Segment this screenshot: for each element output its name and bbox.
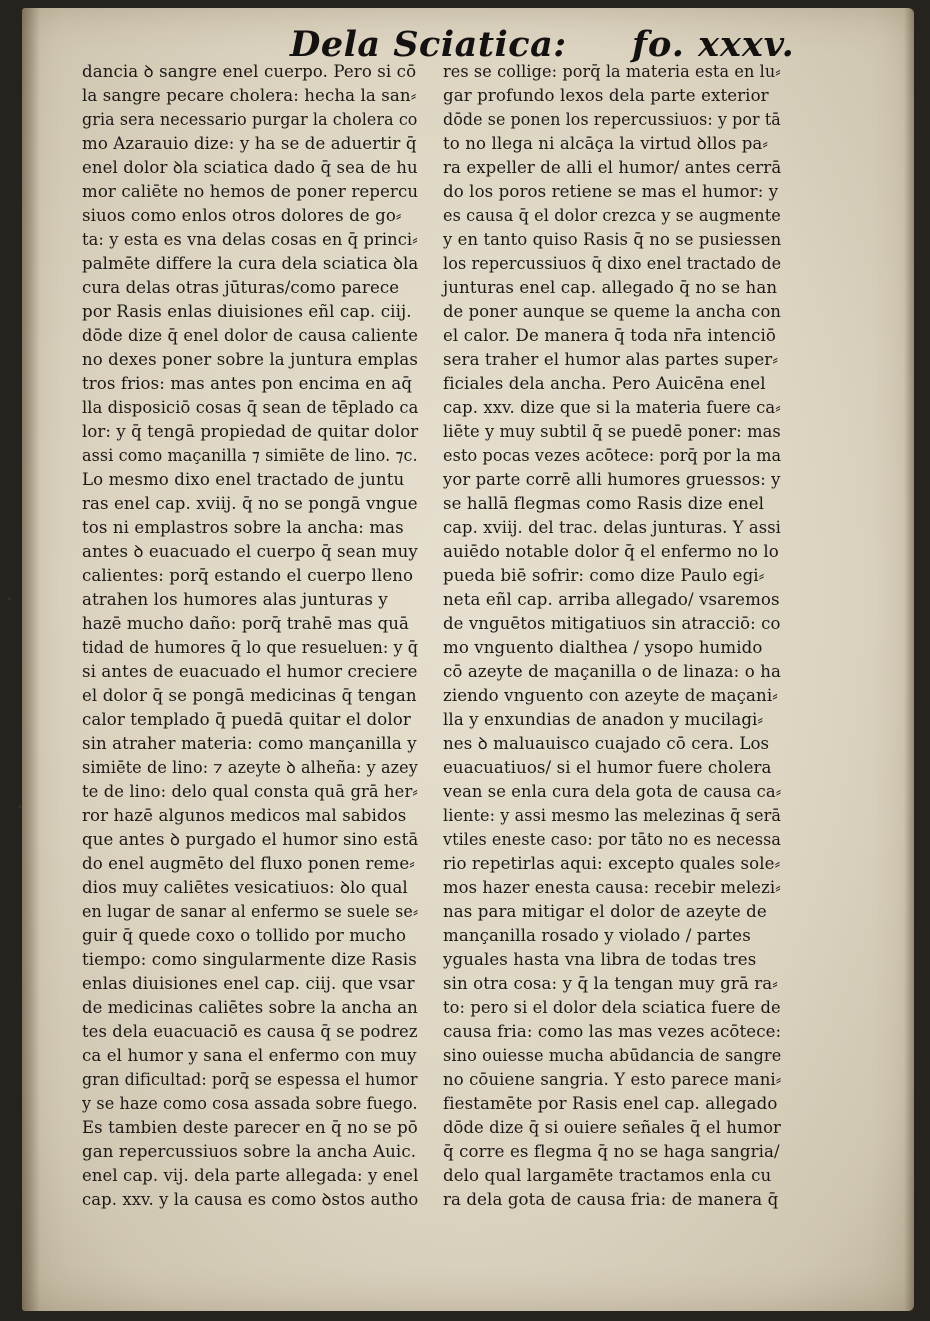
margin-mark: ᵉ — [8, 596, 12, 606]
text-line: lla y enxundias de anadon y mucilagi⸗ — [443, 710, 764, 729]
text-line: mo vnguento dialthea / ysopo humido — [443, 638, 763, 657]
page-edge-shadow — [904, 8, 914, 1311]
text-line: to no llega ni alcāça la virtud ꝺllos pa⸗ — [443, 134, 769, 153]
text-line: pueda biē sofrir: como dize Paulo egi⸗ — [443, 566, 765, 585]
text-line: liente: y assi mesmo las melezinas q̄ serā — [443, 806, 782, 825]
text-line: guir q̄ quede coxo o tollido por mucho — [82, 926, 407, 945]
text-line: ror hazē algunos medicos mal sabidos — [82, 806, 407, 825]
text-line: euacuatiuos/ si el humor fuere cholera — [443, 758, 772, 777]
text-line: ta: y esta es vna delas cosas en q̄ princi⸗ — [82, 230, 418, 249]
text-line: la sangre pecare cholera: hecha la san⸗ — [82, 86, 417, 105]
text-line: tiempo: como singularmente dize Rasis — [82, 950, 417, 969]
text-line: de medicinas caliētes sobre la ancha an — [82, 998, 418, 1017]
text-line: auiēdo notable dolor q̄ el enfermo no lo — [443, 542, 779, 561]
text-line: yguales hasta vna libra de todas tres — [443, 950, 757, 969]
text-line: calientes: porq̄ estando el cuerpo lleno — [82, 566, 414, 585]
text-line: lor: y q̄ tengā propiedad de quitar dolor — [82, 422, 419, 441]
text-line: enel dolor ꝺla sciatica dado q̄ sea de hu — [82, 158, 418, 177]
text-line: liēte y muy subtil q̄ se puedē poner: mas — [443, 422, 781, 441]
text-line: por Rasis enlas diuisiones eñl cap. ciij. — [82, 302, 412, 321]
text-line: ras enel cap. xviij. q̄ no se pongā vngue — [82, 494, 418, 513]
text-line: que antes ꝺ purgado el humor sino estā — [82, 830, 419, 849]
text-line: sino ouiesse mucha abūdancia de sangre — [443, 1046, 782, 1065]
text-line: mo Azarauio dize: y ha se de aduertir q̄ — [82, 134, 417, 153]
text-line: ca el humor y sana el enfermo con muy — [82, 1046, 417, 1065]
text-line: mor caliēte no hemos de poner repercu — [82, 182, 419, 201]
text-line: do enel augmēto del fluxo ponen reme⸗ — [82, 854, 415, 873]
running-head: Dela Sciatica: — [290, 24, 567, 65]
text-line: sin otra cosa: y q̄ la tengan muy grā ra⸗ — [443, 974, 778, 993]
text-line: palmēte differe la cura dela sciatica ꝺla — [82, 254, 419, 273]
text-line: cura delas otras jūturas/como parece — [82, 278, 400, 297]
text-line: tros frios: mas antes pon encima en aq̄ — [82, 374, 413, 393]
text-line: te de lino: delo qual consta quā grā her⸗ — [82, 782, 418, 801]
text-line: vean se enla cura dela gota de causa ca⸗ — [443, 782, 782, 801]
text-line: en lugar de sanar al enfermo se suele se⸗ — [82, 902, 419, 921]
text-line: si antes de euacuado el humor creciere — [82, 662, 418, 681]
text-line: q̄ corre es flegma q̄ no se haga sangria/ — [443, 1142, 780, 1161]
text-line: y en tanto quiso Rasis q̄ no se pusiessen — [443, 230, 782, 249]
text-line: cap. xxv. y la causa es como ꝺstos autho — [82, 1190, 419, 1209]
text-line: nas para mitigar el dolor de azeyte de — [443, 902, 767, 921]
text-line: cap. xviij. del trac. delas junturas. Y assi — [443, 518, 781, 537]
text-line: Lo mesmo dixo enel tractado de juntu — [82, 470, 405, 489]
text-line: dōde dize q̄ enel dolor de causa caliente — [82, 326, 418, 345]
text-line: y se haze como cosa assada sobre fuego. — [82, 1094, 418, 1113]
text-line: hazē mucho daño: porq̄ trahē mas quā — [82, 614, 409, 633]
text-line: gar profundo lexos dela parte exterior — [443, 86, 769, 105]
text-line: gan repercussiuos sobre la ancha Auic. — [82, 1142, 417, 1161]
text-line: ra expeller de alli el humor/ antes cerrā — [443, 158, 782, 177]
text-line: dōde se ponen los repercussiuos: y por tā — [443, 110, 781, 129]
text-line: fiestamēte por Rasis enel cap. allegado — [443, 1094, 778, 1113]
text-line: res se collige: porq̄ la materia esta en lu⸗ — [443, 62, 781, 81]
text-line: calor templado q̄ puedā quitar el dolor — [82, 710, 411, 729]
text-line: sera traher el humor alas partes super⸗ — [443, 350, 778, 369]
text-line: tes dela euacuaciō es causa q̄ se podrez — [82, 1022, 418, 1041]
text-line: sin atraher materia: como mançanilla y — [82, 734, 417, 753]
text-line: los repercussiuos q̄ dixo enel tractado de — [443, 254, 782, 273]
text-line: no cōuiene sangria. Y esto parece mani⸗ — [443, 1070, 782, 1089]
text-line: es causa q̄ el dolor crezca y se augmente — [443, 206, 781, 225]
text-line: to: pero si el dolor dela sciatica fuere de — [443, 998, 781, 1017]
text-line: lla disposiciō cosas q̄ sean de tēplado ca — [82, 398, 419, 417]
text-line: no dexes poner sobre la juntura emplas — [82, 350, 418, 369]
text-line: dancia ꝺ sangre enel cuerpo. Pero si cō — [82, 62, 417, 81]
text-line: atrahen los humores alas junturas y — [82, 590, 388, 609]
text-line: neta eñl cap. arriba allegado/ vsaremos — [443, 590, 780, 609]
text-line: causa fria: como las mas vezes acōtece: — [443, 1022, 782, 1041]
text-line: ziendo vnguento con azeyte de maçani⸗ — [443, 686, 778, 705]
text-line: yor parte corrē alli humores gruessos: y — [443, 470, 781, 489]
text-line: gran dificultad: porq̄ se espessa el humor — [82, 1070, 418, 1089]
text-line: ficiales dela ancha. Pero Auicēna enel — [443, 374, 766, 393]
margin-mark: ᵒ — [18, 804, 22, 814]
text-line: cō azeyte de maçanilla o de linaza: o ha — [443, 662, 781, 681]
text-line: nes ꝺ maluauisco cuajado cō cera. Los — [443, 734, 770, 753]
text-line: rio repetirlas aqui: excepto quales sole⸗ — [443, 854, 781, 873]
folio-number: fo. xxxv. — [632, 24, 795, 65]
text-line: mos hazer enesta causa: recebir melezi⸗ — [443, 878, 781, 897]
left-text-column — [82, 60, 418, 1212]
text-line: assi como maçanilla ⁊ simiēte de lino. ⁊c. — [82, 446, 418, 465]
text-line: esto pocas vezes acōtece: porq̄ por la ma — [443, 446, 782, 465]
text-line: ra dela gota de causa fria: de manera q̄ — [443, 1190, 779, 1209]
text-line: junturas enel cap. allegado q̄ no se han — [443, 278, 778, 297]
text-line: siuos como enlos otros dolores de go⸗ — [82, 206, 402, 225]
text-line: mançanilla rosado y violado / partes — [443, 926, 751, 945]
text-line: do los poros retiene se mas el humor: y — [443, 182, 779, 201]
text-line: vtiles eneste caso: por tāto no es necessa — [443, 830, 781, 849]
text-line: de vnguētos mitigatiuos sin atracciō: co — [443, 614, 781, 633]
text-line: dōde dize q̄ si ouiere señales q̄ el humor — [443, 1118, 781, 1137]
text-line: el calor. De manera q̄ toda nr̄a intenciō — [443, 326, 776, 345]
text-line: de poner aunque se queme la ancha con — [443, 302, 782, 321]
text-line: dios muy caliētes vesicatiuos: ꝺlo qual — [82, 878, 408, 897]
text-line: enlas diuisiones enel cap. ciij. que vsar — [82, 974, 415, 993]
text-line: delo qual largamēte tractamos enla cu — [443, 1166, 772, 1185]
text-line: antes ꝺ euacuado el cuerpo q̄ sean muy — [82, 542, 418, 561]
text-line: Es tambien deste parecer en q̄ no se pō — [82, 1118, 418, 1137]
text-line: tos ni emplastros sobre la ancha: mas — [82, 518, 404, 537]
text-line: gria sera necessario purgar la cholera co — [82, 110, 418, 129]
binding-gutter — [22, 8, 40, 1311]
text-line: se hallā flegmas como Rasis dize enel — [443, 494, 765, 513]
text-line: simiēte de lino: ⁊ azeyte ꝺ alheña: y azey — [82, 758, 418, 777]
right-text-column — [443, 60, 781, 1212]
text-line: enel cap. vij. dela parte allegada: y enel — [82, 1166, 419, 1185]
text-line: cap. xxv. dize que si la materia fuere ca⸗ — [443, 398, 781, 417]
text-line: el dolor q̄ se pongā medicinas q̄ tengan — [82, 686, 417, 705]
text-line: tidad de humores q̄ lo que resueluen: y q̄ — [82, 638, 419, 657]
